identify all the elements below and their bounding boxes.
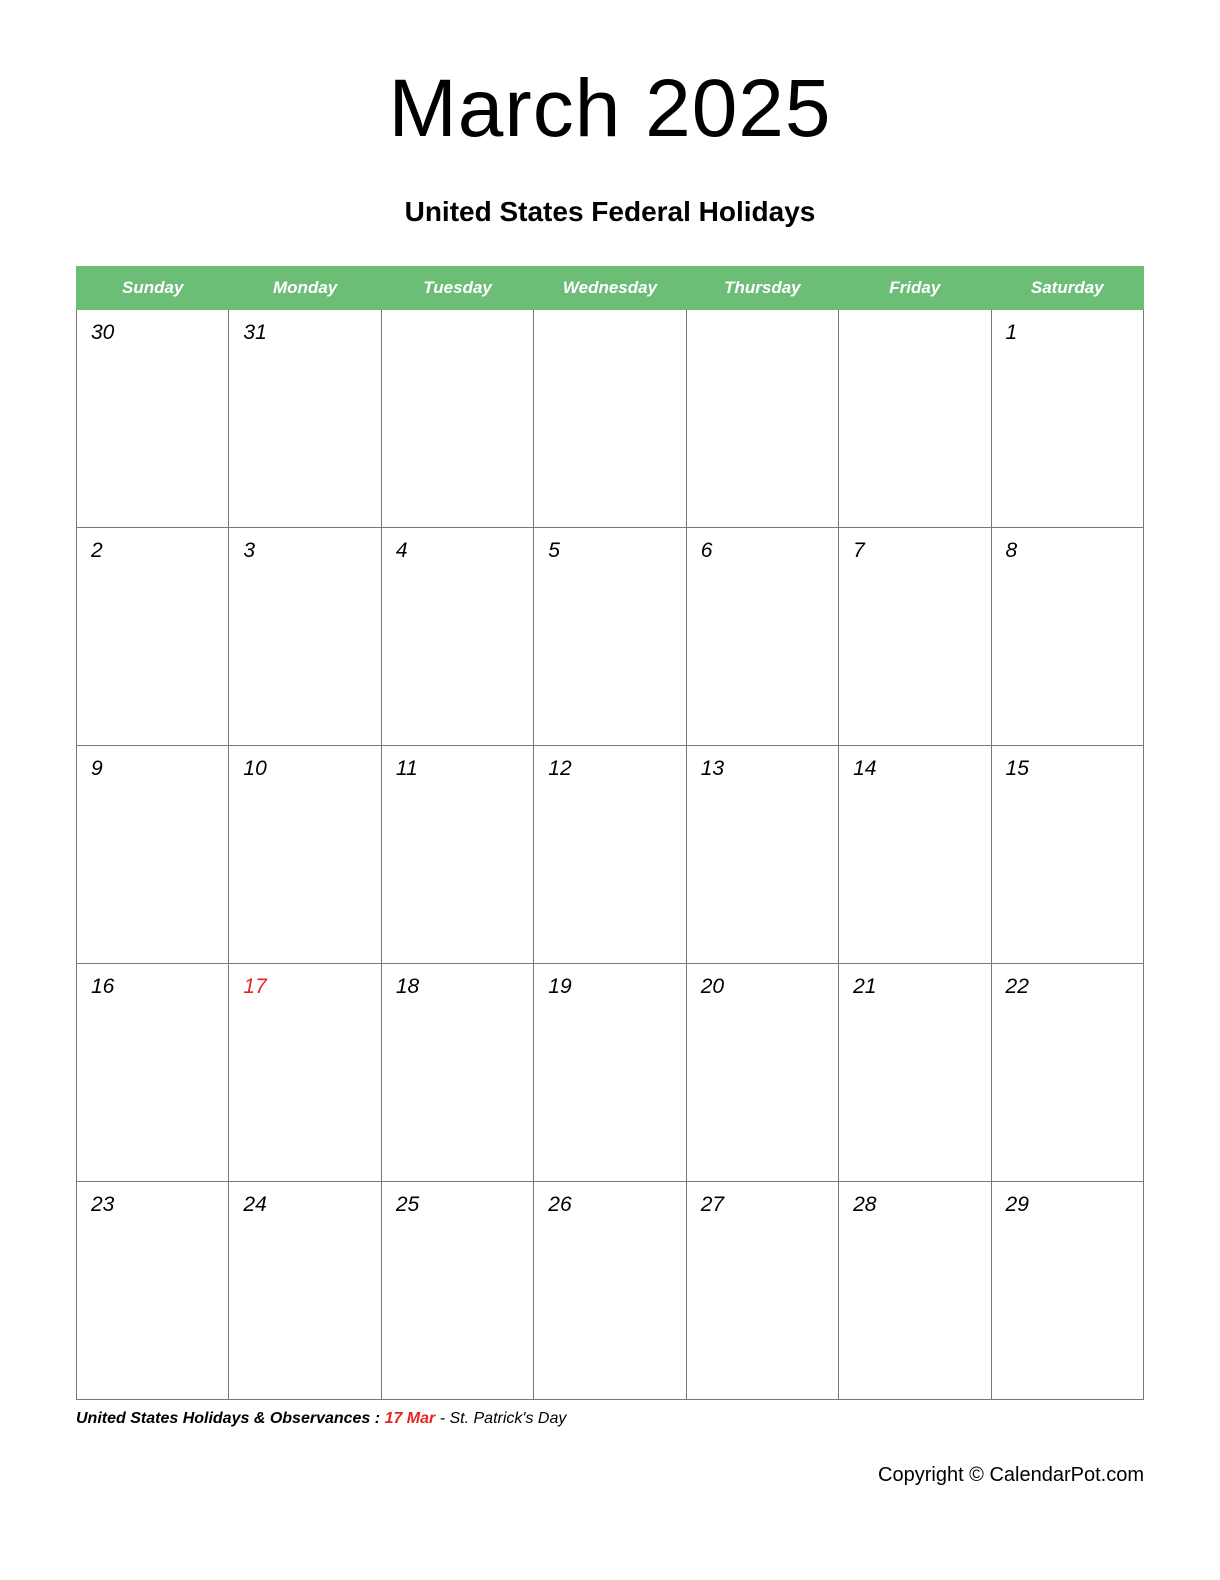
holidays-observances-line (76, 1400, 1144, 1428)
calendar-body (77, 310, 1144, 1400)
day-number: 10 (243, 757, 267, 780)
calendar-day-cell[interactable] (991, 1182, 1143, 1400)
calendar-day-cell[interactable] (686, 310, 838, 528)
day-number: 8 (1005, 539, 1018, 562)
calendar-day-cell[interactable] (686, 746, 838, 964)
holiday-date: 17 Mar (384, 1410, 436, 1427)
calendar-day-cell[interactable] (229, 746, 381, 964)
calendar-table (76, 266, 1144, 1400)
day-number: 31 (243, 321, 267, 344)
day-number: 25 (395, 1193, 420, 1216)
holiday-separator: - (439, 1410, 446, 1427)
day-number: 9 (91, 757, 103, 780)
calendar-day-cell[interactable] (686, 528, 838, 746)
calendar-day-cell[interactable] (991, 964, 1143, 1182)
day-number: 12 (548, 757, 572, 780)
day-number: 2 (91, 539, 103, 562)
calendar-day-cell[interactable] (991, 310, 1143, 528)
day-number: 7 (853, 539, 865, 562)
day-number: 24 (243, 1193, 267, 1216)
calendar-day-cell[interactable] (686, 1182, 838, 1400)
day-number: 20 (700, 975, 725, 998)
day-number: 6 (700, 539, 713, 562)
page-subtitle: United States Federal Holidays (404, 196, 816, 227)
day-number: 27 (700, 1193, 725, 1216)
copyright-text: Copyright © CalendarPot.com (878, 1464, 1144, 1486)
calendar-day-cell[interactable] (381, 1182, 533, 1400)
day-number: 30 (91, 321, 115, 344)
holiday-name: St. Patrick's Day (449, 1410, 567, 1427)
calendar-day-cell[interactable] (839, 964, 991, 1182)
calendar-day-cell[interactable] (839, 310, 991, 528)
calendar-day-cell[interactable] (839, 528, 991, 746)
calendar-day-cell[interactable] (534, 310, 686, 528)
calendar-day-cell[interactable] (77, 310, 229, 528)
day-number: 17 (243, 975, 267, 998)
day-number: 16 (91, 975, 115, 998)
weekday-header-tuesday: Tuesday (381, 267, 533, 310)
day-number: 19 (548, 975, 572, 998)
calendar-day-cell[interactable] (381, 746, 533, 964)
calendar-week-row (77, 1182, 1144, 1400)
weekday-header-monday: Monday (229, 267, 381, 310)
day-number: 11 (395, 757, 418, 780)
calendar-day-cell[interactable] (534, 746, 686, 964)
calendar-container (76, 228, 1144, 1400)
day-number: 26 (548, 1193, 572, 1216)
calendar-day-cell[interactable] (686, 964, 838, 1182)
calendar-week-row (77, 964, 1144, 1182)
weekday-header-sunday: Sunday (77, 267, 229, 310)
calendar-day-cell-holiday[interactable] (229, 964, 381, 1182)
day-number: 18 (395, 975, 420, 998)
page-title: March 2025 (388, 63, 832, 154)
calendar-header-row (77, 267, 1144, 310)
day-number: 21 (853, 975, 877, 998)
day-number: 15 (1005, 757, 1029, 780)
calendar-day-cell[interactable] (229, 310, 381, 528)
calendar-week-row (77, 528, 1144, 746)
day-number: 4 (395, 539, 408, 562)
weekday-header-friday: Friday (839, 267, 991, 310)
calendar-day-cell[interactable] (229, 1182, 381, 1400)
day-number: 3 (243, 539, 256, 562)
day-number: 5 (548, 539, 560, 562)
calendar-day-cell[interactable] (381, 964, 533, 1182)
calendar-day-cell[interactable] (534, 964, 686, 1182)
day-number: 28 (853, 1193, 877, 1216)
calendar-day-cell[interactable] (77, 1182, 229, 1400)
calendar-day-cell[interactable] (77, 528, 229, 746)
day-number: 1 (1005, 321, 1018, 344)
calendar-day-cell[interactable] (381, 310, 533, 528)
calendar-day-cell[interactable] (77, 964, 229, 1182)
day-number: 23 (91, 1193, 115, 1216)
weekday-header-wednesday: Wednesday (534, 267, 686, 310)
calendar-day-cell[interactable] (839, 1182, 991, 1400)
calendar-day-cell[interactable] (534, 528, 686, 746)
day-number: 14 (853, 757, 877, 780)
calendar-day-cell[interactable] (839, 746, 991, 964)
calendar-day-cell[interactable] (229, 528, 381, 746)
calendar-day-cell[interactable] (991, 746, 1143, 964)
day-number: 22 (1005, 975, 1029, 998)
day-number: 13 (700, 757, 725, 780)
calendar-week-row (77, 746, 1144, 964)
weekday-header-thursday: Thursday (686, 267, 838, 310)
holidays-label: United States Holidays & Observances : (76, 1410, 381, 1427)
day-number: 29 (1005, 1193, 1029, 1216)
calendar-day-cell[interactable] (991, 528, 1143, 746)
calendar-day-cell[interactable] (534, 1182, 686, 1400)
calendar-week-row (77, 310, 1144, 528)
weekday-header-saturday: Saturday (991, 267, 1143, 310)
calendar-day-cell[interactable] (77, 746, 229, 964)
calendar-day-cell[interactable] (381, 528, 533, 746)
